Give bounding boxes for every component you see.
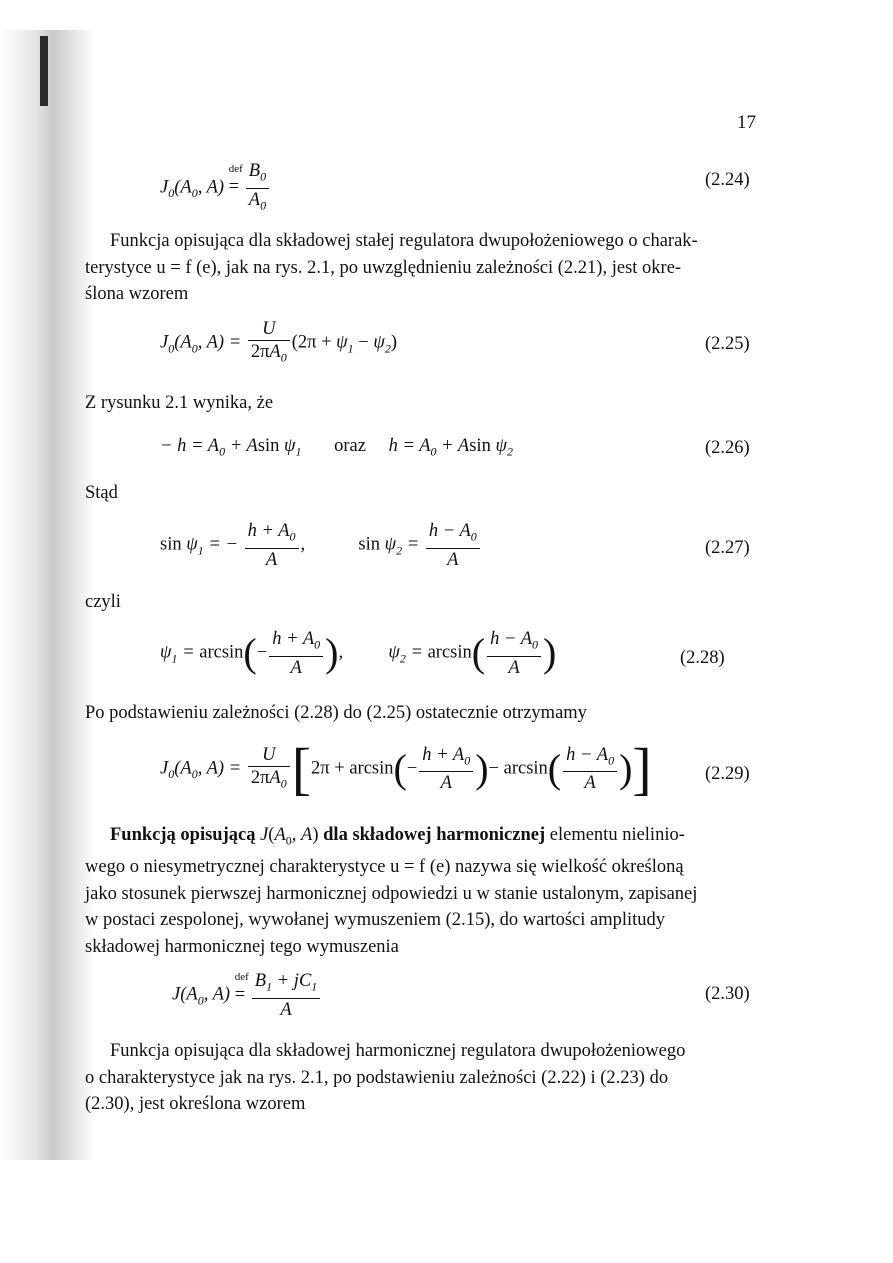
binding-mark bbox=[40, 36, 48, 106]
eq-number-2-24: (2.24) bbox=[705, 170, 750, 190]
text-line: jako stosunek pierwszej harmonicznej odpowiedzi u w stanie ustalonym, zapisanej bbox=[85, 883, 698, 904]
equation-2-29: $J_0(A_0$, A) = $\frac{U}{2\pi A_0}$ [2π + arcsin(− $\frac{h + A_0}{A}$ )− arcsin( $\frac{h - A_0}{A}$ )] bbox=[160, 736, 652, 801]
paragraph-harmonic-regulator bbox=[85, 1038, 753, 1118]
eq-number-2-26: (2.26) bbox=[705, 438, 750, 458]
text-line: wego o niesymetrycznej charakterystyce u = f (e) nazywa się wielkość określoną bbox=[85, 857, 684, 878]
text-line: (2.30), jest określona wzorem bbox=[85, 1094, 306, 1114]
word-oraz: oraz bbox=[334, 436, 366, 456]
eq-number-2-27: (2.27) bbox=[705, 538, 750, 558]
text-line: w postaci zespolonej, wywołanej wymuszeniem (2.15), do wartości amplitudy bbox=[85, 910, 666, 931]
bold-term: Funkcją opisującą bbox=[110, 825, 256, 845]
text-line: składowej harmonicznej tego wymuszenia bbox=[85, 936, 399, 957]
equation-2-24: $J_0(A_0$, A) = def $\frac{B_0}{A_0}$ bbox=[160, 160, 271, 216]
eq-number-2-29: (2.29) bbox=[705, 764, 750, 784]
paragraph-harmonic-definition bbox=[85, 822, 753, 960]
equation-2-25: $J_0(A_0$, A) = $\frac{U}{2\pi A_0}$ $(2\pi + \psi_1 - \psi_2)$ bbox=[160, 319, 398, 365]
equation-2-27: $\sin \psi_1$ = − $\frac{h + A_0}{A}$ , $\sin \psi_2$ = $\frac{h - A_0}{A}$ bbox=[160, 520, 482, 571]
equation-2-30: $J(A_0$, A) = def $\frac{B_1 + jC_1}{A}$ bbox=[172, 970, 322, 1021]
text-po-podstawieniu: Po podstawieniu zależności (2.28) do (2.25) ostatecznie otrzymamy bbox=[85, 703, 587, 723]
bold-term: dla składowej harmonicznej bbox=[323, 825, 546, 845]
def-mark: def bbox=[228, 163, 243, 176]
text-line: Funkcja opisująca dla składowej harmonicznej regulatora dwupołożeniowego bbox=[110, 1041, 686, 1061]
eq-number-2-28: (2.28) bbox=[680, 648, 725, 668]
text-line: o charakterystyce jak na rys. 2.1, po podstawieniu zależności (2.22) i (2.23) do bbox=[85, 1067, 669, 1088]
text-line: terystyce u = f (e), jak na rys. 2.1, po uwzględnieniu zależności (2.21), jest okre- bbox=[85, 257, 682, 278]
text-line: Funkcją opisującą $J(A_0$, A) dla składowej harmonicznej elementu nielinio- bbox=[110, 825, 685, 848]
def-mark: def bbox=[234, 970, 249, 983]
text-fragment: elementu nielinio- bbox=[549, 825, 685, 845]
eq-number-2-25: (2.25) bbox=[705, 334, 750, 354]
paragraph-constant-component bbox=[85, 228, 753, 308]
text-line: Funkcja opisująca dla składowej stałej regulatora dwupołożeniowego o charak- bbox=[110, 231, 698, 251]
equation-2-28: $\psi_1 = \arcsin(-$ $\frac{h + A_0}{A}$ ), $\psi_2 = \arcsin$( $\frac{h - A_0}{A}$ ) bbox=[160, 629, 557, 678]
text-line: ślona wzorem bbox=[85, 284, 189, 304]
text-czyli: czyli bbox=[85, 592, 121, 612]
equation-2-26: − $h = A_0 + Asin$ $\psi_1$ oraz $h = A_0 + Asin$ $\psi_2$ bbox=[160, 436, 513, 459]
binding-shadow bbox=[0, 30, 95, 1160]
eq-number-2-30: (2.30) bbox=[705, 984, 750, 1004]
text-stad: Stąd bbox=[85, 483, 118, 503]
page-number: 17 bbox=[737, 112, 756, 133]
text-z-rysunku: Z rysunku 2.1 wynika, że bbox=[85, 393, 274, 413]
